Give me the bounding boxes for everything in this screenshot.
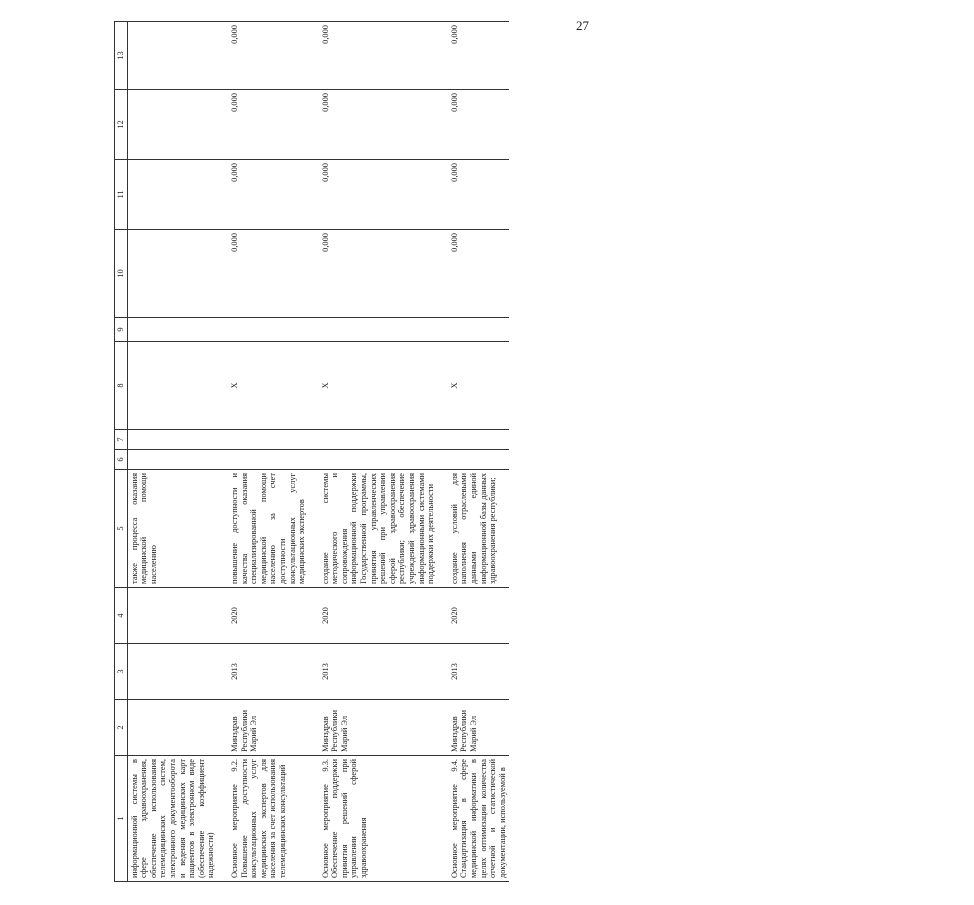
table-row bbox=[127, 22, 218, 882]
measure-name-cell: информационной системы в сфере здравоохранения, обеспечение использования телемедицинских систем, электронного документооборота и ведения медицинских карт пациентов в электронном виде (обеспечение коэффициент надежности) bbox=[127, 756, 218, 882]
value-cell: 0,000 bbox=[438, 90, 510, 160]
measure-name-cell: Основное мероприятие 9.4. Стандартизация в сфере медицинской информатики в целях оптимизации количества отчетной и статистической документации, используемой в bbox=[438, 756, 510, 882]
column-number-row bbox=[115, 22, 128, 882]
value-cell: 0,000 bbox=[438, 160, 510, 230]
cell-col9 bbox=[438, 318, 510, 342]
start-year-cell: 2013 bbox=[438, 644, 510, 700]
value-cell: 0,000 bbox=[218, 22, 309, 90]
start-year-cell: 2013 bbox=[309, 644, 438, 700]
value-cell: 0,000 bbox=[309, 90, 438, 160]
end-year-cell: 2020 bbox=[309, 588, 438, 644]
cell-col8 bbox=[127, 342, 218, 430]
column-header: 10 bbox=[115, 230, 128, 318]
cell-col9 bbox=[218, 318, 309, 342]
value-cell bbox=[127, 160, 218, 230]
end-year-cell bbox=[127, 588, 218, 644]
page-number: 27 bbox=[576, 18, 589, 33]
column-header: 3 bbox=[115, 644, 128, 700]
column-header: 13 bbox=[115, 22, 128, 90]
table-row bbox=[438, 22, 510, 882]
executor-cell: Минздрав Республики Марий Эл bbox=[438, 700, 510, 756]
column-header: 7 bbox=[115, 430, 128, 450]
cell-col7 bbox=[309, 430, 438, 450]
table-row bbox=[309, 22, 438, 882]
cell-col6 bbox=[127, 450, 218, 470]
value-cell: 0,000 bbox=[309, 230, 438, 318]
table-row bbox=[218, 22, 309, 882]
value-cell: 0,000 bbox=[218, 90, 309, 160]
start-year-cell: 2013 bbox=[218, 644, 309, 700]
value-cell: 0,000 bbox=[438, 230, 510, 318]
column-header: 12 bbox=[115, 90, 128, 160]
expected-result-cell: также процесса оказания медицинской помощи населению bbox=[127, 470, 218, 588]
cell-col8: X bbox=[309, 342, 438, 430]
program-table bbox=[114, 21, 509, 882]
cell-col6 bbox=[218, 450, 309, 470]
expected-result-cell: создание условий для наполнения отраслевыми данными единой информационной базы данных здравоохранения республики; bbox=[438, 470, 510, 588]
cell-col8: X bbox=[218, 342, 309, 430]
cell-col7 bbox=[438, 430, 510, 450]
value-cell bbox=[127, 230, 218, 318]
column-header: 9 bbox=[115, 318, 128, 342]
rotated-table-area bbox=[114, 22, 974, 878]
value-cell bbox=[127, 90, 218, 160]
executor-cell: Минздрав Республики Марий Эл bbox=[309, 700, 438, 756]
column-header: 8 bbox=[115, 342, 128, 430]
measure-name-cell: Основное мероприятие 9.3. Обеспечение поддержки принятия решений при управлении сферой здравоохранения bbox=[309, 756, 438, 882]
value-cell: 0,000 bbox=[309, 160, 438, 230]
value-cell: 0,000 bbox=[309, 22, 438, 90]
cell-col9 bbox=[127, 318, 218, 342]
end-year-cell: 2020 bbox=[218, 588, 309, 644]
value-cell: 0,000 bbox=[218, 230, 309, 318]
value-cell bbox=[127, 22, 218, 90]
cell-col7 bbox=[127, 430, 218, 450]
column-header: 2 bbox=[115, 700, 128, 756]
cell-col7 bbox=[218, 430, 309, 450]
cell-col9 bbox=[309, 318, 438, 342]
cell-col8: X bbox=[438, 342, 510, 430]
column-header: 5 bbox=[115, 470, 128, 588]
column-header: 1 bbox=[115, 756, 128, 882]
value-cell: 0,000 bbox=[438, 22, 510, 90]
start-year-cell bbox=[127, 644, 218, 700]
column-header: 11 bbox=[115, 160, 128, 230]
column-header: 6 bbox=[115, 450, 128, 470]
value-cell: 0,000 bbox=[218, 160, 309, 230]
cell-col6 bbox=[438, 450, 510, 470]
column-header: 4 bbox=[115, 588, 128, 644]
executor-cell: Минздрав Республики Марий Эл bbox=[218, 700, 309, 756]
executor-cell bbox=[127, 700, 218, 756]
measure-name-cell: Основное мероприятие 9.2. Повышение доступности консультационных услуг медицинских экспертов для населения за счет использования телемедицинских консультаций bbox=[218, 756, 309, 882]
end-year-cell: 2020 bbox=[438, 588, 510, 644]
expected-result-cell: создание системы методического и сопровождения информационной поддержки Государственной программы, принятия управленческих решений при управлении сферой здравоохранения республики; обеспечение учреждений здравоохранения информационными системами поддержки их деятельности bbox=[309, 470, 438, 588]
expected-result-cell: повышение доступности и качества оказания специализированной медицинской помощи населению за счет доступности консультационных услуг медицинских экспертов bbox=[218, 470, 309, 588]
cell-col6 bbox=[309, 450, 438, 470]
table-sheet bbox=[114, 22, 614, 882]
